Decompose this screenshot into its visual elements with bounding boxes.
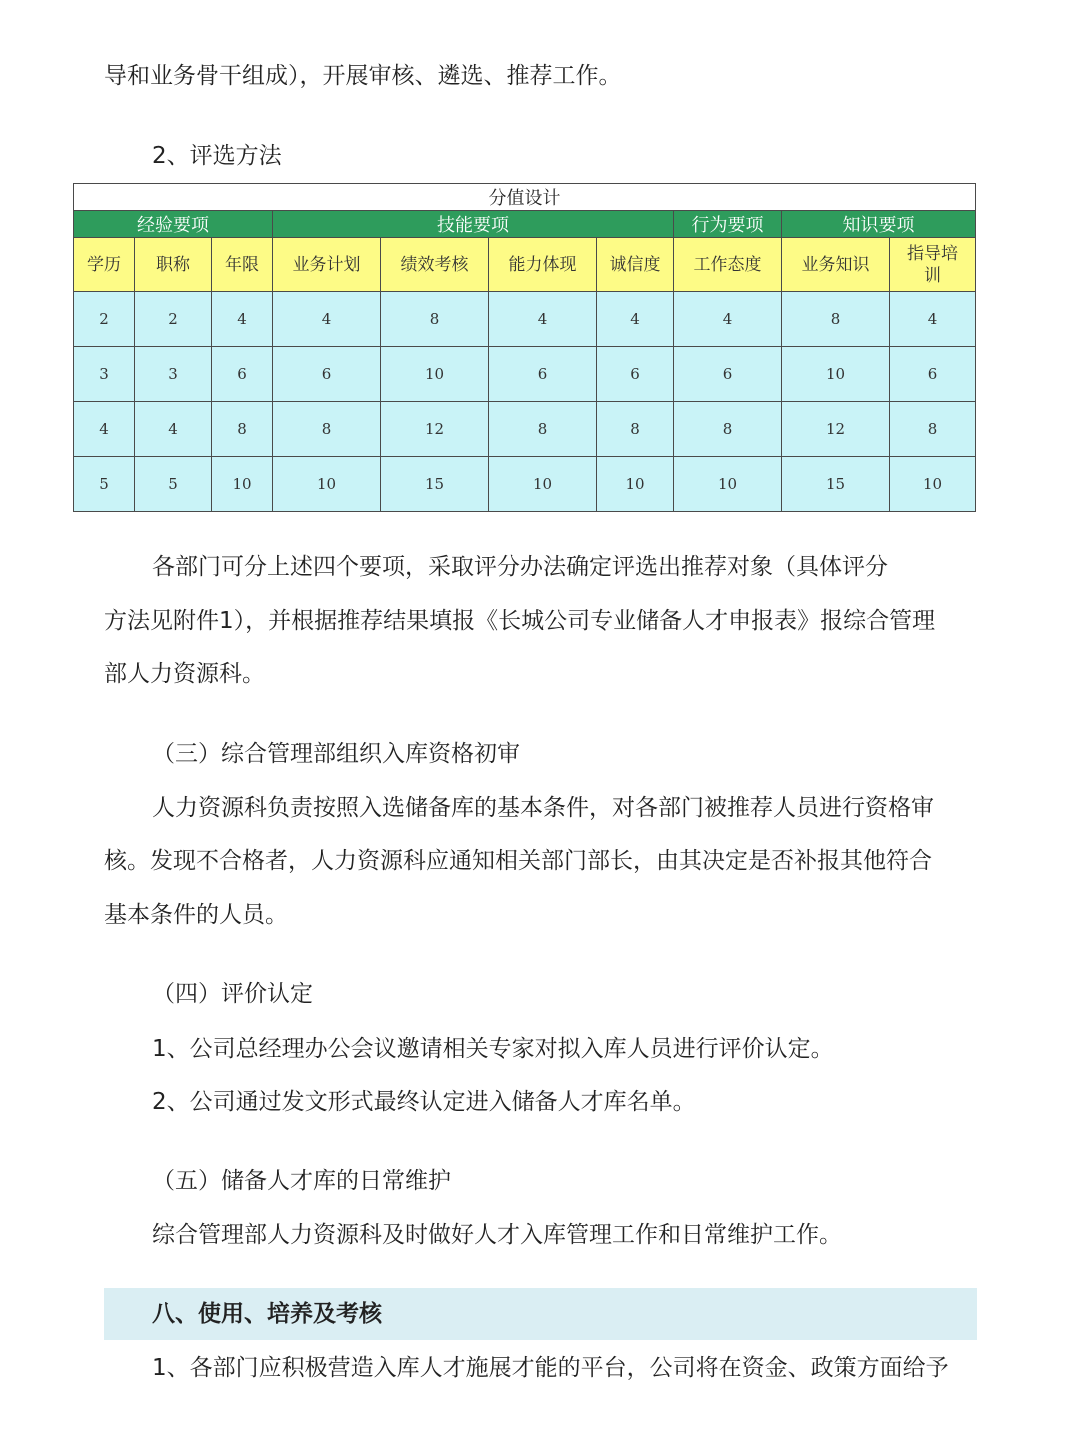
table-cell: 10: [782, 347, 890, 402]
table-cell: 6: [212, 347, 273, 402]
table-cell: 2: [135, 292, 212, 347]
para2-line1: 人力资源科负责按照入选储备库的基本条件，对各部门被推荐人员进行资格审: [152, 795, 934, 821]
chapter8-item1: 1、各部门应积极营造入库人才施展才能的平台，公司将在资金、政策方面给予: [152, 1355, 949, 1381]
table-cell: 4: [273, 292, 381, 347]
column-header: 年限: [212, 238, 273, 292]
column-header: 能力体现: [489, 238, 597, 292]
table-row: [74, 292, 976, 347]
table-cell: 8: [489, 402, 597, 457]
table-cell: 4: [135, 402, 212, 457]
table-cell: 6: [273, 347, 381, 402]
column-header: 诚信度: [597, 238, 674, 292]
intro-tail-line: 导和业务骨干组成），开展审核、遴选、推荐工作。: [104, 63, 622, 89]
table-cell: 3: [74, 347, 135, 402]
table-cell: 8: [674, 402, 782, 457]
table-cell: 12: [782, 402, 890, 457]
column-header: 绩效考核: [381, 238, 489, 292]
section5-body: 综合管理部人力资源科及时做好人才入库管理工作和日常维护工作。: [152, 1222, 842, 1248]
column-header: 工作态度: [674, 238, 782, 292]
score-design-table: [73, 183, 976, 512]
table-cell: 10: [674, 457, 782, 512]
para2-line3: 基本条件的人员。: [104, 902, 288, 928]
table-cell: 8: [381, 292, 489, 347]
group-skill: 技能要项: [273, 211, 674, 238]
para1-line3: 部人力资源科。: [104, 661, 265, 687]
table-cell: 10: [489, 457, 597, 512]
table-cell: 10: [381, 347, 489, 402]
table-cell: 12: [381, 402, 489, 457]
table-cell: 10: [597, 457, 674, 512]
method-heading: 2、评选方法: [152, 143, 282, 169]
group-knowledge: 知识要项: [782, 211, 976, 238]
column-header: 业务知识: [782, 238, 890, 292]
para2-line2: 核。发现不合格者，人力资源科应通知相关部门部长，由其决定是否补报其他符合: [104, 848, 932, 874]
table-row: [74, 347, 976, 402]
table-cell: 10: [273, 457, 381, 512]
table-cell: 4: [74, 402, 135, 457]
table-row: [74, 457, 976, 512]
group-experience: 经验要项: [74, 211, 273, 238]
section5-heading: （五）储备人才库的日常维护: [152, 1168, 451, 1194]
table-cell: 4: [597, 292, 674, 347]
table-cell: 6: [890, 347, 976, 402]
para1-line2: 方法见附件1），并根据推荐结果填报《长城公司专业储备人才申报表》报综合管理: [104, 608, 936, 634]
table-cell: 5: [135, 457, 212, 512]
table-cell: 8: [890, 402, 976, 457]
chapter8-heading-band: [104, 1288, 977, 1340]
table-title: 分值设计: [74, 184, 976, 211]
table-cell: 2: [74, 292, 135, 347]
table-cell: 4: [890, 292, 976, 347]
table-cell: 3: [135, 347, 212, 402]
table-cell: 6: [489, 347, 597, 402]
column-header: 业务计划: [273, 238, 381, 292]
table-row: [74, 402, 976, 457]
table-cell: 15: [381, 457, 489, 512]
section3-heading: （三）综合管理部组织入库资格初审: [152, 741, 520, 767]
para1-line1: 各部门可分上述四个要项，采取评分办法确定评选出推荐对象（具体评分: [152, 554, 888, 580]
table-cell: 15: [782, 457, 890, 512]
column-header: 学历: [74, 238, 135, 292]
table-cell: 4: [489, 292, 597, 347]
column-header: 职称: [135, 238, 212, 292]
table-cell: 6: [597, 347, 674, 402]
table-cell: 8: [782, 292, 890, 347]
table-cell: 5: [74, 457, 135, 512]
table-cell: 10: [890, 457, 976, 512]
table-cell: 10: [212, 457, 273, 512]
group-behavior: 行为要项: [674, 211, 782, 238]
table-cell: 4: [212, 292, 273, 347]
section4-item2: 2、公司通过发文形式最终认定进入储备人才库名单。: [152, 1089, 696, 1115]
table-cell: 4: [674, 292, 782, 347]
section4-heading: （四）评价认定: [152, 981, 313, 1007]
table-cell: 8: [212, 402, 273, 457]
table-cell: 8: [273, 402, 381, 457]
chapter8-heading: 八、使用、培养及考核: [152, 1301, 382, 1327]
table-cell: 6: [674, 347, 782, 402]
section4-item1: 1、公司总经理办公会议邀请相关专家对拟入库人员进行评价认定。: [152, 1036, 834, 1062]
column-header: 指导培训: [890, 238, 976, 292]
table-cell: 8: [597, 402, 674, 457]
